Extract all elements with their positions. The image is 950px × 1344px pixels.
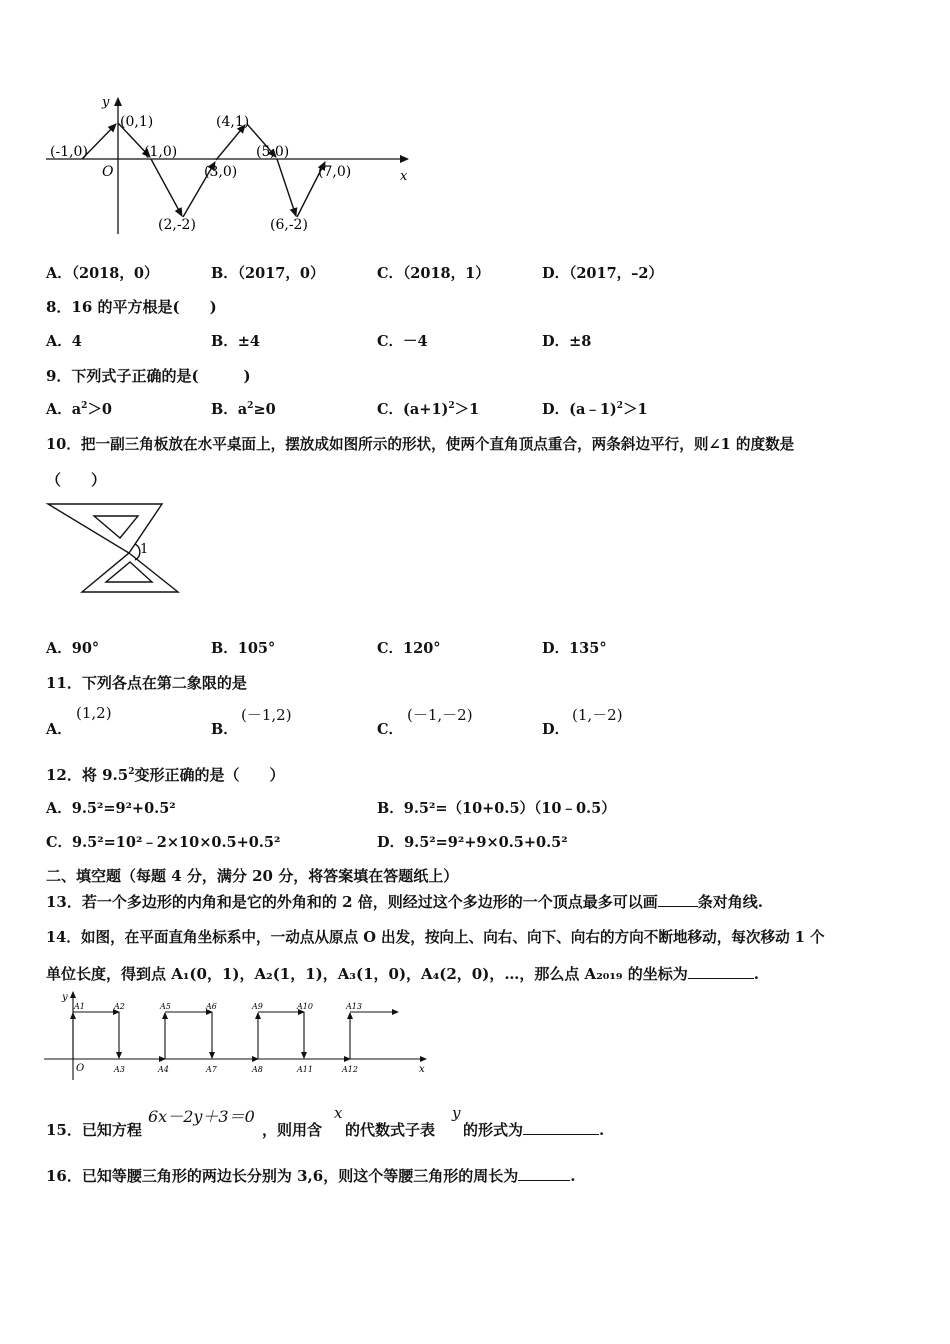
q11-option-a-value: (1,2) (76, 704, 112, 722)
point-label: (3,0) (204, 164, 238, 180)
answer-blank[interactable] (523, 1121, 599, 1135)
point-label: (6,-2) (270, 217, 308, 233)
q10-option-d: D．135° (542, 640, 607, 657)
q11-stem: 11．下列各点在第二象限的是 (46, 674, 247, 692)
q11-option-c-letter: C． (377, 721, 404, 738)
q15-stem: 15．已知方程 (46, 1121, 142, 1139)
svg-text:A2: A2 (114, 1002, 125, 1011)
q11-option-d-letter: D． (542, 721, 570, 738)
point-label: (2,-2) (158, 217, 196, 233)
q7-option-a: A．（2018，0） (46, 265, 159, 282)
q10-stem: 10．把一副三角板放在水平桌面上，摆放成如图所示的形状，使两个直角顶点重合，两条斜边平行，则∠1 的度数是 (46, 436, 795, 453)
point-label: (7,0) (318, 164, 352, 180)
svg-text:A10: A10 (297, 1002, 313, 1011)
zigzag-path-graph (40, 92, 420, 242)
svg-text:A5: A5 (160, 1002, 171, 1011)
svg-text:A6: A6 (206, 1002, 217, 1011)
answer-blank[interactable] (518, 1167, 570, 1181)
svg-text:O: O (76, 1063, 85, 1074)
angle-label: 1 (140, 542, 149, 557)
q11-option-a-letter: A． (46, 721, 72, 738)
svg-text:A4: A4 (158, 1065, 169, 1074)
svg-text:y: y (62, 992, 68, 1003)
point-label: (4,1) (216, 114, 250, 130)
svg-text:A8: A8 (252, 1065, 263, 1074)
section-2-title: 二、填空题（每题 4 分，满分 20 分，将答案填在答题纸上） (46, 867, 459, 885)
svg-text:x: x (419, 1064, 425, 1075)
q10-option-b: B．105° (211, 640, 276, 657)
svg-text:A9: A9 (252, 1002, 263, 1011)
q8-stem: 8．16 的平方根是( ) (46, 298, 217, 316)
point-label: (0,1) (120, 114, 154, 130)
q8-option-a: A．4 (46, 333, 82, 350)
q7-option-b: B．（2017，0） (211, 265, 325, 282)
q10-paren: （ ） (46, 471, 107, 489)
svg-text:A7: A7 (206, 1065, 217, 1074)
q15-var-y: y (452, 1104, 461, 1122)
q11-option-c-value: (－1,－2) (407, 706, 473, 724)
q9-stem: 9．下列式子正确的是( ) (46, 367, 251, 385)
x-axis-label: x (400, 169, 408, 184)
q7-option-c: C．（2018，1） (377, 265, 490, 282)
svg-text:A12: A12 (342, 1065, 358, 1074)
q15-equation: 6x－2y＋3＝0 (148, 1107, 255, 1126)
q9-option-b: B．$a^2\ge 0$ (211, 401, 276, 418)
q11-option-b-letter: B． (211, 721, 238, 738)
answer-blank[interactable] (688, 965, 754, 979)
q12-option-a: A．9.5²=9²+0.5² (46, 800, 176, 817)
q7-option-d: D．（2017，–2） (542, 265, 664, 282)
q11-option-b-value: (－1,2) (241, 706, 292, 724)
q14-line-2: 单位长度，得到点 A₁(0，1)，A₂(1，1)，A₃(1，0)，A₄(2，0)，…，那么点 A₂₀₁₉ 的坐标为 . (46, 965, 759, 983)
q15-mid-2: 的代数式子表 (345, 1121, 436, 1139)
origin-label: O (102, 164, 114, 180)
q12-option-b: B．9.5²=（10+0.5）（10﹣0.5） (377, 800, 616, 817)
step-path-graph (40, 988, 435, 1080)
q9-option-a: A．$a^2>0$ (46, 401, 113, 418)
q10-option-a: A．90° (46, 640, 100, 657)
svg-text:A3: A3 (114, 1065, 125, 1074)
y-axis-label: y (102, 95, 110, 110)
q16-stem: 16．已知等腰三角形的两边长分别为 3,6，则这个等腰三角形的周长为 . (46, 1167, 576, 1185)
q8-option-b: B．±4 (211, 333, 260, 350)
q12-stem: 12．将 $9.5^2$变形正确的是（ ） (46, 766, 285, 784)
triangle-rulers-figure (44, 498, 194, 598)
answer-blank[interactable] (658, 893, 698, 907)
q9-option-d: D．(a﹣1)$^2$＞1 (542, 401, 648, 418)
point-label: (1,0) (144, 144, 178, 160)
svg-text:A13: A13 (346, 1002, 362, 1011)
q15-var-x: x (334, 1104, 343, 1122)
svg-text:A1: A1 (74, 1002, 85, 1011)
point-label: (-1,0) (50, 144, 88, 160)
q12-option-c: C．9.5²=10²﹣2×10×0.5+0.5² (46, 834, 281, 851)
q13-stem: 13．若一个多边形的内角和是它的外角和的 2 倍，则经过这个多边形的一个顶点最多可以画 条对角线. (46, 893, 763, 911)
q15-tail: 的形式为 . (463, 1121, 605, 1139)
q8-option-d: D．±8 (542, 333, 592, 350)
q14-line-1: 14．如图，在平面直角坐标系中，一动点从原点 O 出发，按向上、向右、向下、向右的方向不断地移动，每次移动 1 个 (46, 929, 825, 946)
q9-option-c: C．$(a+1)^2>1$ (377, 401, 480, 418)
q11-option-d-value: (1,－2) (572, 706, 623, 724)
q15-mid-1: ，则用含 (262, 1121, 323, 1139)
svg-text:A11: A11 (297, 1065, 313, 1074)
q10-option-c: C．120° (377, 640, 441, 657)
q8-option-c: C．－4 (377, 333, 428, 350)
q12-option-d: D．9.5²=9²+9×0.5+0.5² (377, 834, 568, 851)
point-label: (5,0) (256, 144, 290, 160)
